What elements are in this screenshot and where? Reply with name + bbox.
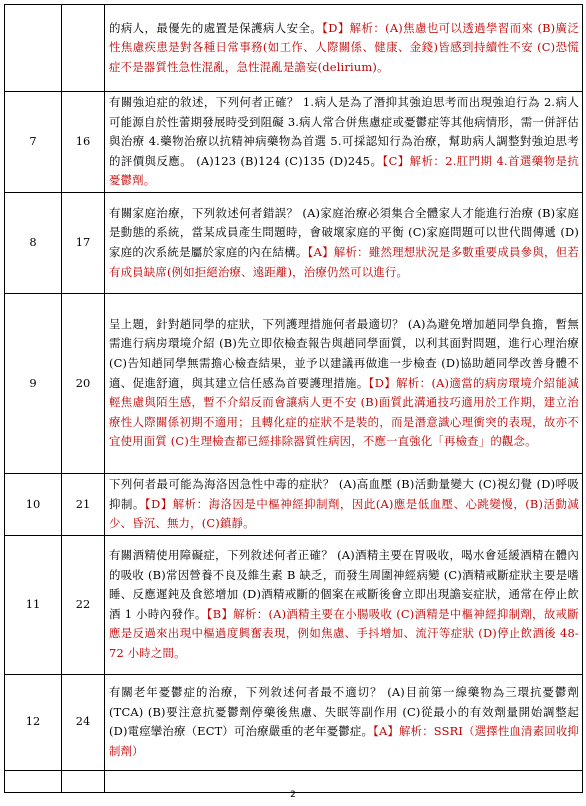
answer-explanation: 【D】解析：(A)焦慮也可以透過學習而來 (B)廣泛性焦慮疾患是對各種日常事務(如工作、人際關係、健康、金錢)皆感到持續性不安 (C)恐慌症不是器質性急性混亂，急性混亂是譫妄(delirium)。	[109, 20, 579, 74]
row-number-cell	[5, 5, 62, 92]
question-cell	[105, 92, 583, 193]
answer-explanation: 【D】解析：海洛因是中樞神經抑制劑，因此(A)應是低血壓、心跳變慢，(B)活動減少、昏沉、無力，(C)鎮靜。	[109, 496, 579, 531]
question-number-cell	[62, 770, 105, 792]
question-table	[4, 4, 583, 793]
question-text: 下列何者最可能為海洛因急性中毒的症狀？ (A)高血壓 (B)活動量變大 (C)視幻覺 (D)呼吸抑制。	[109, 476, 579, 511]
row-number-cell: 7	[5, 92, 62, 193]
page-number: 2	[290, 790, 296, 800]
question-cell	[105, 473, 583, 535]
question-number-cell: 21	[62, 473, 105, 535]
answer-explanation: 【A】解析：雖然理想狀況是多數重要成員參與，但若有成員缺席(例如拒絕治療、遠距離)，治療仍然可以進行。	[109, 244, 579, 279]
question-number-cell	[62, 5, 105, 92]
table-row	[5, 5, 583, 92]
question-text: 有關強迫症的敘述，下列何者正確？ 1.病人是為了潛抑其強迫思考而出現強迫行為 2.病人可能源自於性蕾期發展時受到阻礙 3.病人常合併焦慮症或憂鬱症等其他病情形，需一併評估與治療 4.藥物治療以抗精神病藥物為首選 5.可採認知行為治療，幫助病人調整對強迫思考的評價與反應。 (A)123 (B)124 (C)135 (D)245。	[109, 95, 579, 168]
question-cell	[105, 5, 583, 92]
question-text: 有關酒精使用障礙症，下列敘述何者正確？ (A)酒精主要在胃吸收，喝水會延緩酒精在體內的吸收 (B)常因營養不良及維生素 B 缺乏，而發生周圍神經病變 (C)酒精戒斷症狀主要是嗜睡、反應遲鈍及食慾增加 (D)酒精戒斷的個案在戒斷後會立即出現譫妄症狀，通常在停止飲酒 1 小時內發作。	[109, 547, 579, 621]
row-number-cell: 9	[5, 293, 62, 473]
question-cell	[105, 192, 583, 293]
question-number-cell: 24	[62, 674, 105, 770]
row-number-cell: 10	[5, 473, 62, 535]
answer-explanation: 【D】解析：(A)適當的病房環境介紹能減輕焦慮與陌生感，暫不介紹反而會讓病人更不安 (B)面質此溝通技巧適用於工作期，建立治療性人際關係初期不適用；且轉化症的症狀不是裝的，而是潛意識心理衝突的表現，故亦不宜使用面質 (C)生理檢查都已經排除器質性病因，不應一直強化「再檢查」的觀念。	[109, 375, 579, 449]
row-number-cell	[5, 770, 62, 792]
question-cell	[105, 770, 583, 792]
question-number-cell: 16	[62, 92, 105, 193]
answer-explanation: 【A】解析：SSRI（選擇性血清素回收抑制劑）	[109, 724, 579, 758]
row-number-cell: 11	[5, 535, 62, 674]
question-cell	[105, 293, 583, 473]
table-row	[5, 770, 583, 792]
table-row	[5, 473, 583, 535]
table-row	[5, 674, 583, 770]
row-number-cell: 8	[5, 192, 62, 293]
table-row	[5, 192, 583, 293]
question-number-cell: 17	[62, 192, 105, 293]
answer-explanation: 【B】解析：(A)酒精主要在小腸吸收 (C)酒精是中樞神經抑制劑，故戒斷應是反過來出現中樞過度興奮表現，例如焦慮、手抖增加、流汗等症狀 (D)停止飲酒後 48-72 小時之間。	[109, 606, 579, 660]
question-number-cell: 20	[62, 293, 105, 473]
question-cell	[105, 535, 583, 674]
question-text: 的病人，最優先的處置是保護病人安全。	[109, 20, 323, 35]
question-text: 有關家庭治療，下列敘述何者錯誤？ (A)家庭治療必須集合全體家人才能進行治療 (B)家庭是動態的系統，當某成員產生問題時，會破壞家庭的平衡 (C)家庭問題可以世代間傳遞 (D)家庭的次系統是屬於家庭的內在結構。	[109, 205, 579, 259]
question-text: 有關老年憂鬱症的治療，下列敘述何者最不適切？ (A)目前第一線藥物為三環抗憂鬱劑(TCA) (B)要注意抗憂鬱劑停藥後焦慮、失眠等副作用 (C)從最小的有效劑量開始調整起 (D)電痙攣治療（ECT）可治療嚴重的老年憂鬱症。	[109, 685, 579, 739]
question-cell	[105, 674, 583, 770]
answer-explanation: 【C】解析：2.肛門期 4.首選藥物是抗憂鬱劑。	[109, 153, 579, 188]
question-text: 呈上題，針對趙同學的症狀，下列護理措施何者最適切？ (A)為避免增加趙同學負擔，暫無需進行病房環境介紹 (B)先立即依檢查報告與趙同學面質，以利其面對問題，進行心理治療 (C)告知趙同學無需擔心檢查結果，並予以建議再做進一步檢查 (D)協助趙同學改善身體不適、促進舒適，與其建立信任感為首要護理措施。	[109, 316, 579, 390]
table-row	[5, 293, 583, 473]
table-row	[5, 535, 583, 674]
table-row	[5, 92, 583, 193]
row-number-cell: 12	[5, 674, 62, 770]
question-number-cell: 22	[62, 535, 105, 674]
